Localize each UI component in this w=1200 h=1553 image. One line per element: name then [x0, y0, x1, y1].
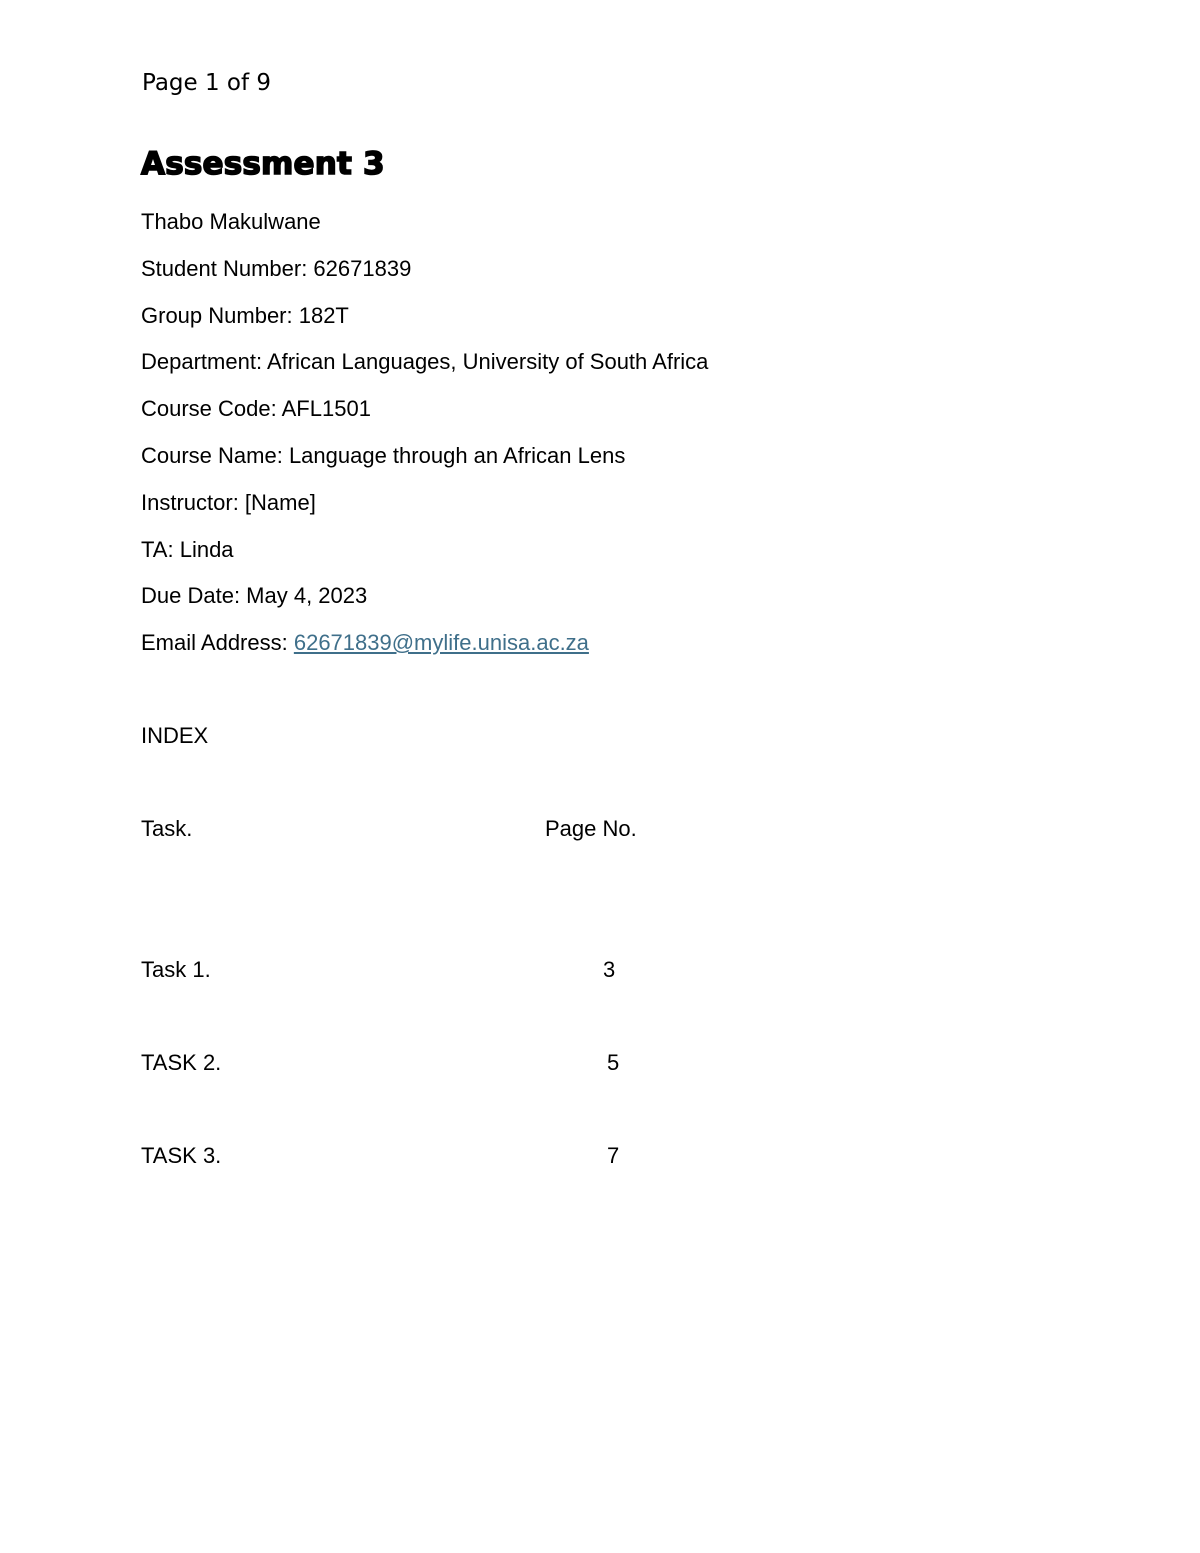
due-date: Due Date: May 4, 2023 — [141, 583, 368, 608]
student-name: Thabo Makulwane — [141, 209, 321, 234]
student-number: Student Number: 62671839 — [141, 256, 412, 281]
instructor: Instructor: [Name] — [141, 490, 316, 515]
document-title: Assessment 3 — [141, 146, 385, 182]
email-link[interactable]: 62671839@mylife.unisa.ac.za — [293, 630, 589, 655]
index-column-task: Task. — [141, 816, 193, 841]
teaching-assistant: TA: Linda — [141, 537, 234, 562]
index-row-task-1: Task 1. — [141, 957, 211, 982]
index-row-task-2: TASK 2. — [141, 1050, 222, 1075]
index-row-page-3: 7 — [607, 1143, 620, 1168]
index-row-task-3: TASK 3. — [141, 1143, 222, 1168]
index-row-page-1: 3 — [603, 957, 616, 982]
group-number: Group Number: 182T — [141, 303, 349, 328]
email-address-line — [141, 629, 589, 657]
course-name: Course Name: Language through an African Lens — [141, 443, 626, 468]
page-indicator: Page 1 of 9 — [142, 70, 272, 96]
index-heading: INDEX — [141, 723, 209, 748]
course-code: Course Code: AFL1501 — [141, 396, 371, 421]
email-label: Email Address: — [141, 630, 294, 655]
department: Department: African Languages, University of South Africa — [141, 349, 709, 374]
index-column-page: Page No. — [545, 816, 637, 841]
index-row-page-2: 5 — [607, 1050, 620, 1075]
